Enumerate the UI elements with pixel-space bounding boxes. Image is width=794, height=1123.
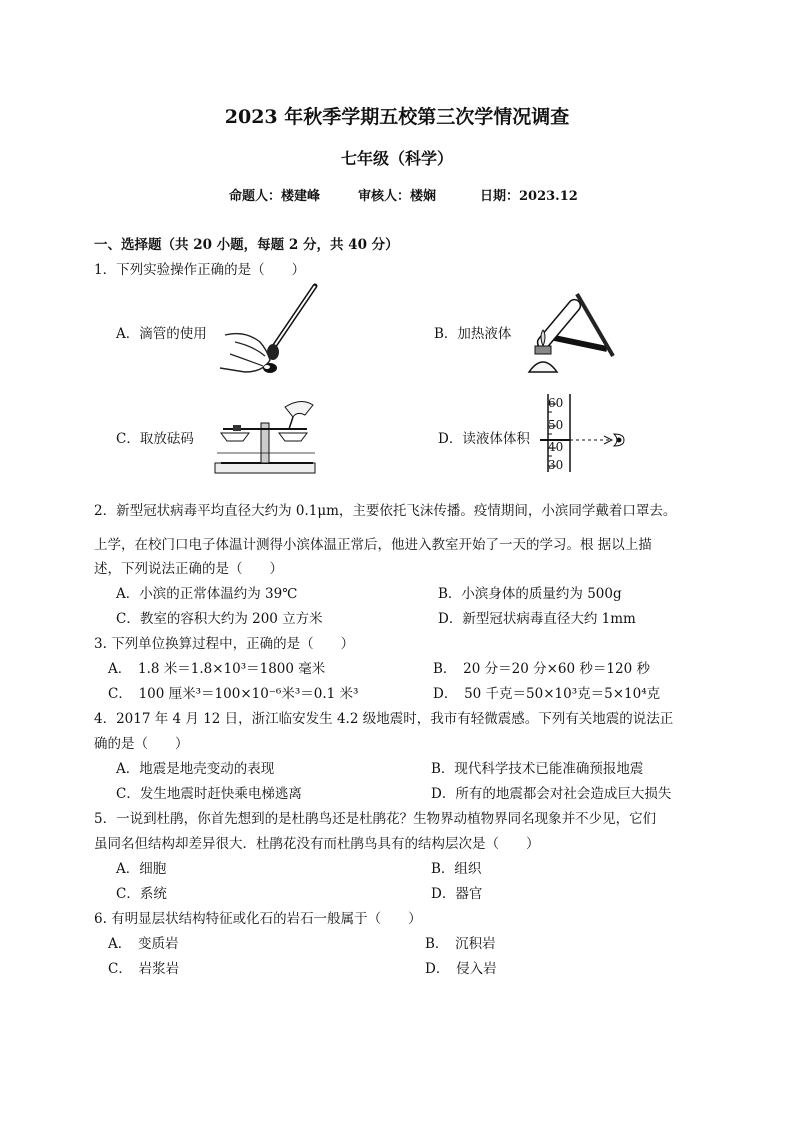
q3-option-d: D． 50 千克＝50×10³克＝5×10⁴克 [433, 686, 661, 702]
q4-line-1: 4．2017 年 4 月 12 日，浙江临安发生 4.2 级地震时，我市有轻微震感。下列有关地震的说法正 [94, 711, 674, 727]
q4-option-b: B．现代科学技术已能准确预报地震 [431, 761, 644, 777]
q6-option-d: D． 侵入岩 [425, 961, 497, 977]
reviewer-label: 审核人：楼娴 [358, 189, 437, 204]
q2-line-2: 上学，在校门口电子体温计测得小滨体温正常后，他进入教室开始了一天的学习。根 据以上描 [94, 537, 652, 553]
q6-option-a: A． 变质岩 [108, 936, 179, 952]
q3-stem: 3. 下列单位换算过程中，正确的是（ ） [94, 636, 355, 652]
q1-option-c: C．取放砝码 [116, 431, 194, 447]
q5-option-c: C．系统 [116, 886, 167, 902]
q3-option-c: C． 100 厘米³＝100×10⁻⁶米³＝0.1 米³ [108, 686, 359, 702]
cylinder-tick-40: 40 [548, 440, 564, 454]
cylinder-tick-50: 50 [548, 418, 564, 432]
q3-option-a: A． 1.8 米＝1.8×10³＝1800 毫米 [108, 661, 326, 677]
heating-tube-figure [515, 284, 620, 384]
q5-option-d: D．器官 [431, 886, 483, 902]
q2-option-a: A．小滨的正常体温约为 39℃ [116, 586, 298, 602]
section-heading: 一、选择题（共 20 小题，每题 2 分，共 40 分） [94, 237, 399, 253]
q6-option-c: C． 岩浆岩 [108, 961, 180, 977]
dropper-figure [215, 280, 325, 380]
q6-option-b: B． 沉积岩 [425, 936, 496, 952]
q2-option-d: D．新型冠状病毒直径大约 1mm [438, 611, 636, 627]
q5-line-1: 5．一说到杜鹃，你首先想到的是杜鹃鸟还是杜鹃花？生物界动植物界同名现象并不少见，它们 [94, 811, 657, 827]
exam-subtitle: 七年级（科学） [340, 149, 453, 168]
q2-option-c: C．教室的容积大约为 200 立方米 [116, 611, 323, 627]
q6-stem: 6. 有明显层状结构特征或化石的岩石一般属于（ ） [94, 911, 422, 927]
q5-option-a: A．细胞 [116, 861, 167, 877]
q4-option-c: C．发生地震时赶快乘电梯逃离 [116, 786, 302, 802]
cylinder-tick-30: 30 [548, 458, 564, 472]
q4-option-a: A．地震是地壳变动的表现 [116, 761, 275, 777]
cylinder-tick-60: 60 [548, 396, 564, 410]
q2-line-3: 述，下列说法正确的是（ ） [94, 561, 283, 577]
q4-line-2: 确的是（ ） [94, 736, 189, 752]
q2-option-b: B．小滨身体的质量约为 500g [438, 586, 622, 602]
q5-option-b: B．组织 [431, 861, 482, 877]
q5-line-2: 虽同名但结构却差异很大．杜鹃花没有而杜鹃鸟具有的结构层次是（ ） [94, 836, 540, 852]
balance-figure [213, 393, 323, 475]
q4-option-d: D．所有的地震都会对社会造成巨大损失 [431, 786, 672, 802]
q1-option-d: D．读液体体积 [438, 431, 530, 447]
q1-option-a: A．滴管的使用 [116, 326, 207, 342]
q1-option-b: B．加热液体 [434, 326, 512, 342]
author-label: 命题人：楼建峰 [229, 189, 321, 204]
exam-title: 2023 年秋季学期五校第三次学情况调查 [224, 106, 570, 128]
q2-line-1: 2．新型冠状病毒平均直径大约为 0.1μm，主要依托飞沫传播。疫情期间，小滨同学戴着口罩去。 [94, 503, 677, 519]
q1-stem: 1．下列实验操作正确的是（ ） [94, 262, 306, 278]
date-label: 日期：2023.12 [480, 189, 578, 204]
q3-option-b: B． 20 分＝20 分×60 秒＝120 秒 [433, 661, 650, 677]
